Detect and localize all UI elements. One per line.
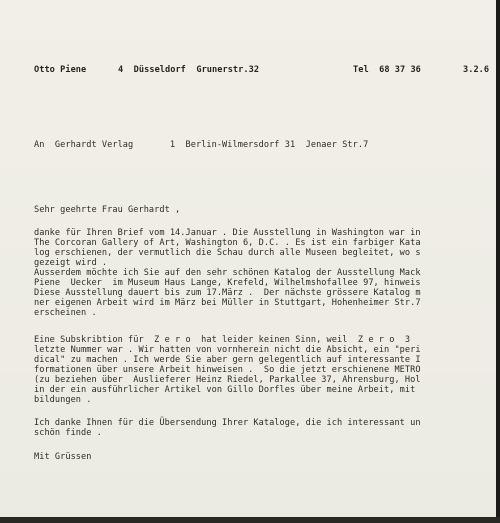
paragraph-2-line-4: ner eigenen Arbeit wird im März bei Müller in Stuttgart, Hohenheimer Str.7 <box>34 298 421 308</box>
paragraph-4-line-1: Ich danke Ihnen für die Übersendung Ihrer Kataloge, die ich interessant un <box>34 418 421 428</box>
sender-address: 4 Düsseldorf Grunerstr.32 <box>118 65 260 75</box>
page-edge-bottom <box>0 517 500 523</box>
paragraph-3-line-4: formationen über unsere Arbeit hinweisen . So die jetzt erschienene METRO <box>34 365 421 375</box>
recipient-line: An Gerhardt Verlag 1 Berlin-Wilmersdorf 31 Jenaer Str.7 <box>34 140 369 150</box>
salutation: Sehr geehrte Frau Gerhardt , <box>34 205 181 215</box>
paragraph-3-line-1: Eine Subskribtion für Z e r o hat leider keinen Sinn, weil Z e r o 3 <box>34 335 411 345</box>
paragraph-4-line-2: schön finde . <box>34 428 102 438</box>
paragraph-3-line-3: dical" zu machen . Ich werde Sie aber gern gelegentlich auf interessante I <box>34 355 421 365</box>
letter-date: 3.2.6 <box>463 65 490 75</box>
paragraph-3-line-6: in der ein ausführlicher Artikel von Gillo Dorfles über meine Arbeit, mit <box>34 385 416 395</box>
paragraph-1-line-3: log erschienen, der vermutlich die Schau durch alle Museen begleitet, wo s <box>34 248 421 258</box>
paragraph-2-line-5: erscheinen . <box>34 308 97 318</box>
sender-phone: Tel 68 37 36 <box>353 65 421 75</box>
paragraph-2-line-1: Ausserdem möchte ich Sie auf den sehr schönen Katalog der Ausstellung Mack <box>34 268 421 278</box>
closing: Mit Grüssen <box>34 452 92 462</box>
paragraph-1-line-1: danke für Ihren Brief vom 14.Januar . Die Ausstellung in Washington war in <box>34 228 421 238</box>
paragraph-3-line-2: letzte Nummer war . Wir hatten von vornherein nicht die Absicht, ein "peri <box>34 345 421 355</box>
paragraph-3-line-7: bildungen . <box>34 395 92 405</box>
page-edge-right <box>496 0 500 523</box>
paragraph-2-line-2: Piene Uecker im Museum Haus Lange, Krefeld, Wilhelmshofallee 97, hinweis <box>34 278 421 288</box>
paragraph-3-line-5: (zu beziehen über Auslieferer Heinz Riedel, Parkallee 37, Ahrensburg, Hol <box>34 375 421 385</box>
paragraph-2-line-3: Diese Ausstellung dauert bis zum 17.März . Der nächste grössere Katalog m <box>34 288 421 298</box>
paragraph-1-line-2: The Corcoran Gallery of Art, Washington 6, D.C. . Es ist ein farbiger Kata <box>34 238 421 248</box>
sender-name: Otto Piene <box>34 65 87 75</box>
paragraph-1-line-4: gezeigt wird . <box>34 258 108 268</box>
